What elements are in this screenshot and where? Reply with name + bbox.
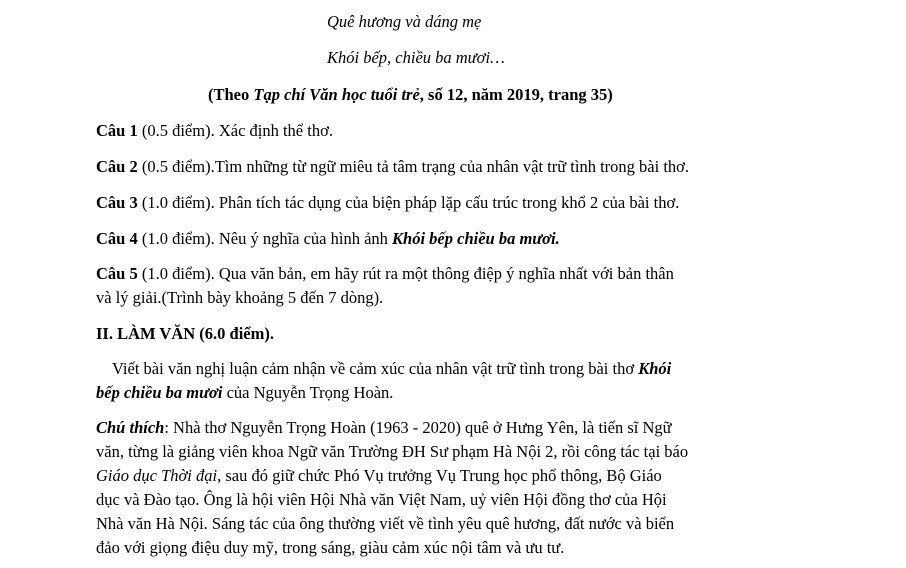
question-points: (1.0 điểm). bbox=[137, 193, 219, 212]
source-journal: Tạp chí Văn học tuổi trẻ bbox=[253, 85, 420, 104]
source-prefix: (Theo bbox=[208, 85, 254, 104]
question-3 bbox=[96, 193, 679, 213]
question-text: Nêu ý nghĩa của hình ảnh bbox=[218, 229, 393, 248]
question-text: Phân tích tác dụng của biện pháp lặp cấu trúc trong khổ 2 của bài thơ. bbox=[218, 193, 680, 212]
question-1 bbox=[96, 121, 333, 141]
poem-title: bếp chiều ba mươi bbox=[96, 383, 223, 402]
note-line-1 bbox=[96, 418, 672, 438]
essay-prompt-author: của Nguyễn Trọng Hoàn. bbox=[222, 383, 394, 402]
note-line-4: dục và Đào tạo. Ông là hội viên Hội Nhà văn Việt Nam, uỷ viên Hội đồng thơ của Hội bbox=[96, 490, 667, 509]
question-label: Câu 4 bbox=[96, 229, 138, 248]
source-suffix: , số 12, năm 2019, trang 35) bbox=[419, 85, 613, 104]
poem-line-2: Khói bếp, chiều ba mươi… bbox=[327, 48, 505, 67]
question-label: Câu 1 bbox=[96, 121, 138, 140]
note-text: , sau đó giữ chức Phó Vụ trưởng Vụ Trung học phổ thông, Bộ Giáo bbox=[217, 466, 662, 485]
note-text: : Nhà thơ Nguyễn Trọng Hoàn (1963 - 2020) quê ở Hưng Yên, là tiến sĩ Ngữ bbox=[164, 418, 672, 437]
question-points: (0.5 điểm). bbox=[137, 157, 215, 176]
note-line-2: văn, từng là giảng viên khoa Ngữ văn Trường ĐH Sư phạm Hà Nội 2, rồi công tác tại báo bbox=[96, 442, 689, 461]
source-citation bbox=[208, 85, 613, 105]
note-line-5: Nhà văn Hà Nội. Sáng tác của ông thường viết về tình yêu quê hương, đất nước và biển bbox=[96, 514, 675, 533]
question-text: Xác định thể thơ. bbox=[218, 121, 333, 140]
question-5 bbox=[96, 264, 674, 284]
note-line-6: đảo với giọng điệu duy mỹ, trong sáng, giàu cảm xúc nội tâm và ưu tư. bbox=[96, 538, 565, 557]
essay-prompt-line-2 bbox=[96, 383, 393, 403]
note-line-3 bbox=[96, 466, 662, 486]
essay-prompt-line-1 bbox=[112, 359, 671, 379]
question-points: (1.0 điểm). bbox=[137, 264, 219, 283]
newspaper-name: Giáo dục Thời đại bbox=[96, 466, 218, 485]
question-label: Câu 2 bbox=[96, 157, 138, 176]
note-label: Chú thích bbox=[96, 418, 165, 437]
question-2 bbox=[96, 157, 689, 177]
question-text: Tìm những từ ngữ miêu tả tâm trạng của nhân vật trữ tình trong bài thơ. bbox=[214, 157, 690, 176]
question-label: Câu 3 bbox=[96, 193, 138, 212]
section-heading: II. LÀM VĂN (6.0 điểm). bbox=[96, 324, 274, 343]
question-5-continued: và lý giải.(Trình bày khoảng 5 đến 7 dòng). bbox=[96, 288, 384, 307]
question-emphasis: Khói bếp chiều ba mươi. bbox=[392, 229, 560, 248]
poem-line-1: Quê hương và dáng mẹ bbox=[327, 12, 482, 31]
essay-prompt-text: Viết bài văn nghị luận cảm nhận về cảm xúc của nhân vật trữ tình trong bài thơ bbox=[112, 359, 639, 378]
question-points: (1.0 điểm). bbox=[137, 229, 219, 248]
question-text: Qua văn bản, em hãy rút ra một thông điệp ý nghĩa nhất với bản thân bbox=[218, 264, 674, 283]
poem-title: Khói bbox=[638, 359, 672, 378]
question-4 bbox=[96, 229, 560, 249]
question-points: (0.5 điểm). bbox=[137, 121, 219, 140]
question-label: Câu 5 bbox=[96, 264, 138, 283]
